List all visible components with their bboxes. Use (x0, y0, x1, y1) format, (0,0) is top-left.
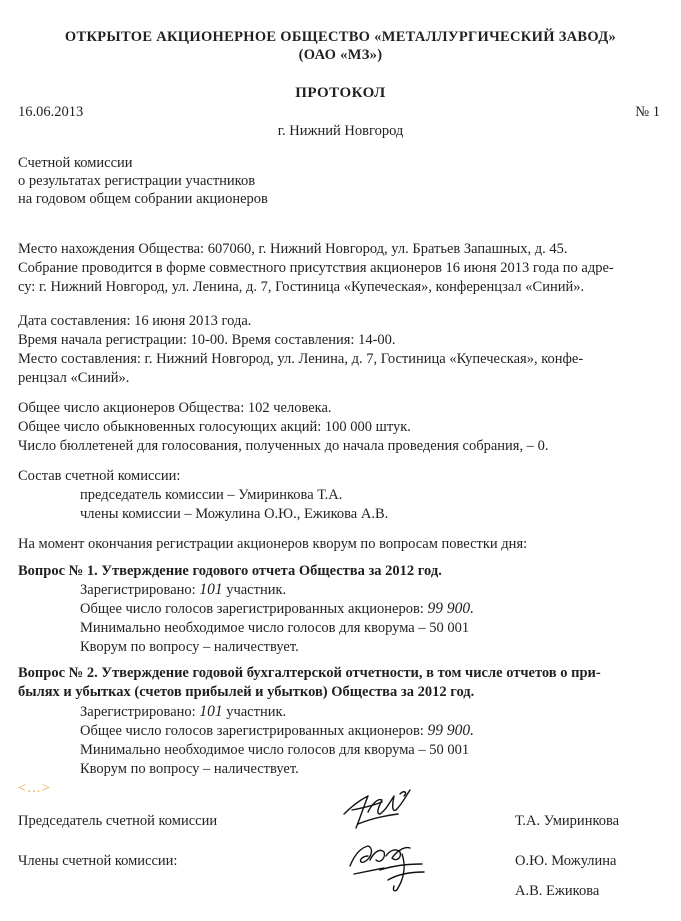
votes-value: 99 900. (427, 600, 474, 617)
subject-line: на годовом общем собрании акционеров (18, 191, 268, 207)
chair-name: Т.А. Умиринкова (515, 813, 620, 829)
registered-value: 101 (199, 581, 223, 598)
location-line: Место нахождения Общества: 607060, г. Нижний Новгород, ул. Братьев Запашных, д. 45. (18, 241, 568, 257)
question-title: Вопрос № 2. Утверждение годовой бухгалтерской отчетности, в том числе отчетов о при- (18, 665, 601, 681)
organization-short-name: (ОАО «МЗ») (298, 47, 383, 63)
shareholders-line: Общее число обыкновенных голосующих акций: 100 000 штук. (18, 419, 411, 435)
registered-value: 101 (199, 703, 223, 720)
document-title: ПРОТОКОЛ (295, 85, 386, 101)
question-min-votes: Минимально необходимое число голосов для кворума – 50 001 (80, 620, 470, 636)
document-number: № 1 (635, 104, 660, 120)
organization-name: ОТКРЫТОЕ АКЦИОНЕРНОЕ ОБЩЕСТВО «МЕТАЛЛУРГИЧЕСКИЙ ЗАВОД» (64, 29, 617, 45)
compilation-line: Время начала регистрации: 10-00. Время составления: 14-00. (18, 332, 396, 348)
member-name: О.Ю. Можулина (515, 853, 617, 869)
commission-chair: председатель комиссии – Умиринкова Т.А. (80, 487, 343, 503)
chair-signature-label: Председатель счетной комиссии (18, 813, 218, 829)
compilation-line: Дата составления: 16 июня 2013 года. (18, 313, 252, 329)
document-date: 16.06.2013 (18, 104, 84, 120)
question-title: былях и убытках (счетов прибылей и убытков) Общества за 2012 год. (18, 684, 475, 700)
commission-members: члены комиссии – Можулина О.Ю., Ежикова А.В. (80, 506, 389, 522)
registered-label: Зарегистрировано: (80, 582, 200, 598)
question-registered (80, 581, 286, 599)
question-registered (80, 703, 286, 721)
compilation-line: Место составления: г. Нижний Новгород, ул. Ленина, д. 7, Гостиница «Купеческая», конфе- (18, 351, 584, 367)
location-line: су: г. Нижний Новгород, ул. Ленина, д. 7, Гостиница «Купеческая», конференцзал «Синий». (18, 279, 585, 295)
votes-label: Общее число голосов зарегистрированных акционеров: (80, 601, 428, 617)
question-votes (80, 722, 474, 740)
omission-marker: <…> (18, 781, 51, 796)
shareholders-line: Общее число акционеров Общества: 102 человека. (18, 400, 332, 416)
votes-label: Общее число голосов зарегистрированных акционеров: (80, 723, 428, 739)
document-city: г. Нижний Новгород (277, 123, 404, 139)
question-quorum: Кворум по вопросу – наличествует. (80, 639, 299, 655)
registered-suffix: участник. (222, 704, 287, 720)
question-title: Вопрос № 1. Утверждение годового отчета Общества за 2012 год. (18, 563, 442, 579)
compilation-line: ренцзал «Синий». (18, 370, 130, 386)
votes-value: 99 900. (427, 722, 474, 739)
subject-line: о результатах регистрации участников (18, 173, 256, 189)
registered-suffix: участник. (222, 582, 287, 598)
commission-heading: Состав счетной комиссии: (18, 468, 181, 484)
member-handwritten-signature (340, 826, 435, 896)
question-quorum: Кворум по вопросу – наличествует. (80, 761, 299, 777)
registered-label: Зарегистрировано: (80, 704, 200, 720)
question-votes (80, 600, 474, 618)
question-min-votes: Минимально необходимое число голосов для кворума – 50 001 (80, 742, 470, 758)
subject-line: Счетной комиссии (18, 155, 133, 171)
member-name: А.В. Ежикова (515, 883, 600, 899)
members-signature-label: Члены счетной комиссии: (18, 853, 178, 869)
quorum-intro: На момент окончания регистрации акционеров кворум по вопросам повестки дня: (18, 536, 528, 552)
location-line: Собрание проводится в форме совместного присутствия акционеров 16 июня 2013 года по адре- (18, 260, 614, 276)
shareholders-line: Число бюллетеней для голосования, полученных до начала проведения собрания, – 0. (18, 438, 549, 454)
